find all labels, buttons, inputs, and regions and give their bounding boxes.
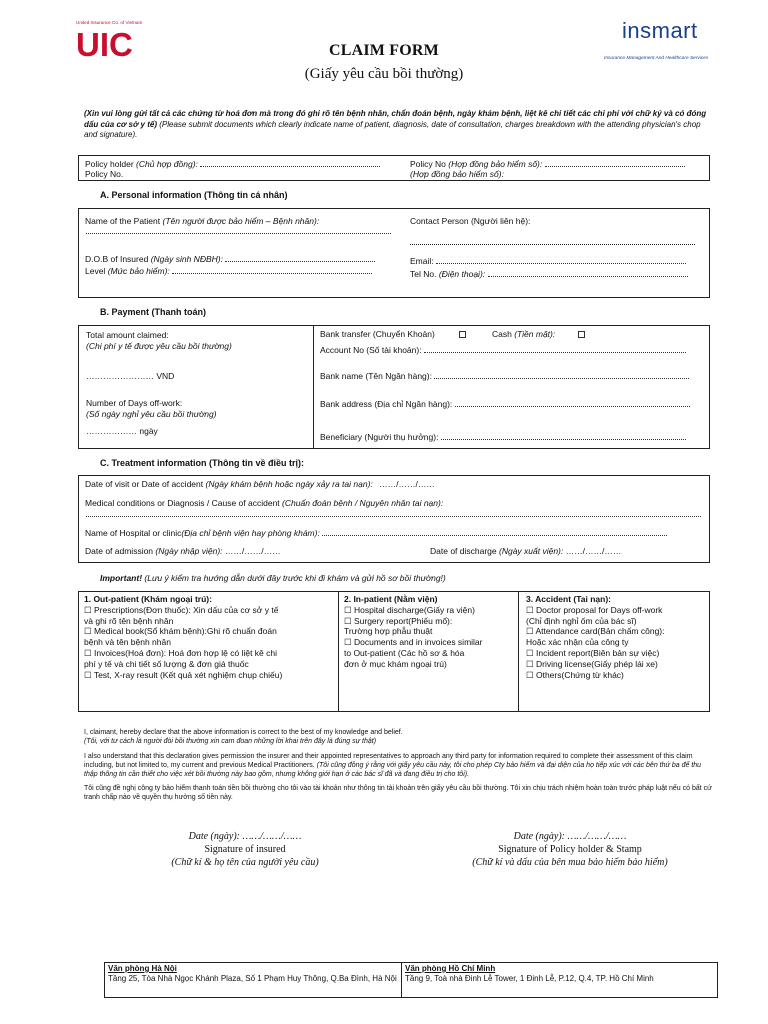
inpatient-item[interactable]: ☐ Documents and in invoices similar <box>344 637 483 648</box>
signature-insured <box>150 830 340 869</box>
admission-date-field[interactable] <box>85 546 281 556</box>
insmart-tagline: Insurance Management And Healthcare Services <box>604 56 709 61</box>
tel-label: Tel No. <box>410 269 437 279</box>
inpatient-item[interactable]: ☐ Surgery report(Phiếu mổ): <box>344 615 453 626</box>
outpatient-item[interactable]: ☐ Invoices(Hoá đơn): Hoá đơn hợp lệ có liệt kê chi <box>84 647 278 658</box>
accident-column <box>526 594 665 680</box>
email-field[interactable] <box>410 256 686 266</box>
checklist-divider-1 <box>338 591 339 712</box>
visit-date-label: Date of visit or Date of accident <box>85 479 204 489</box>
email-blank[interactable] <box>436 263 686 264</box>
bank-address-blank[interactable] <box>455 406 690 407</box>
level-field[interactable] <box>85 266 372 276</box>
declaration-p3: Tôi cũng đề nghị công ty bảo hiểm thanh toán tiền bồi thường cho tôi vào tài khoản như thông tin tài khoản trên giấy yêu cầu bồi thường. Tôi xin chịu trách nhiệm hoàn toàn trước pháp luật nếu có bất cứ tranh chấp nào về quyền thụ hưởng số tiền này. <box>84 785 712 801</box>
signature-holder-label: Signature of Policy holder & Stamp <box>498 844 642 855</box>
cash-option[interactable] <box>492 329 587 339</box>
email-label: Email: <box>410 256 434 266</box>
inpatient-title: 2. In-patient (Nằm viện) <box>344 594 438 604</box>
admission-label: Date of admission <box>85 546 154 556</box>
bank-transfer-label: Bank transfer (Chuyển Khoản) <box>320 329 435 339</box>
footer-hanoi <box>108 964 398 983</box>
bank-name-label: Bank name (Tên Ngân hàng): <box>320 371 432 381</box>
outpatient-item[interactable]: ☐ Test, X-ray result (Kết quả xét nghiệm chụp chiếu) <box>84 669 283 680</box>
bank-transfer-checkbox[interactable] <box>459 331 466 338</box>
patient-name-blank[interactable] <box>86 233 391 234</box>
inpatient-column <box>344 594 482 670</box>
outpatient-item: bệnh và tên bệnh nhân <box>84 637 171 648</box>
policy-holder-vi: (Chủ hợp đồng): <box>136 159 198 169</box>
account-no-field[interactable] <box>320 345 686 355</box>
hospital-blank[interactable] <box>322 535 667 536</box>
accident-item[interactable]: ☐ Doctor proposal for Days off-work <box>526 604 663 615</box>
accident-item: Hoặc xác nhận của công ty <box>526 637 629 648</box>
policy-no-blank[interactable] <box>545 166 685 167</box>
policy-holder-blank[interactable] <box>200 166 380 167</box>
inpatient-item: Trường hợp phẫu thuật <box>344 626 433 637</box>
insmart-logo-text: insmart <box>622 18 698 43</box>
bank-address-label: Bank address (Địa chỉ Ngân hàng): <box>320 399 453 409</box>
total-amount-label: Total amount claimed: <box>86 330 169 340</box>
discharge-blank[interactable]: ……/……/…… <box>565 546 622 556</box>
declaration-p2-vi: (Tôi cũng đồng ý rằng với giấy yêu cầu này, tôi cho phép Cty bảo hiểm và đại diện của họ tiếp xúc với các bên thứ ba để thu thập thông tin cần thiết cho việc xét bồi thường này bao gồm, nhưng không giới hạn ở các bác sĩ đã và đang điều trị cho tôi). <box>84 762 702 778</box>
inpatient-item: to Out-patient (Các hồ sơ & hóa <box>344 647 465 658</box>
bank-transfer-option[interactable] <box>320 329 468 339</box>
footer-hcm-title: Văn phòng Hồ Chí Minh <box>405 964 496 973</box>
admission-vi: (Ngày nhập viện): <box>155 546 223 556</box>
policy-no-vi: (Hợp đồng bảo hiểm số): <box>448 159 543 169</box>
beneficiary-field[interactable] <box>320 432 686 442</box>
discharge-vi: (Ngày xuất viện): <box>499 546 564 556</box>
section-b-divider <box>313 325 314 449</box>
contact-person-line[interactable] <box>410 244 695 245</box>
accident-item[interactable]: ☐ Driving license(Giấy phép lái xe) <box>526 658 658 669</box>
total-amount-vi: (Chi phí y tế được yêu cầu bồi thường) <box>86 341 232 351</box>
policy-no-label: Policy No <box>410 159 446 169</box>
policy-holder-label: Policy holder <box>85 159 134 169</box>
patient-label: Name of the Patient <box>85 216 161 226</box>
uic-logo-text: UIC <box>76 26 133 62</box>
signature-holder <box>450 830 690 869</box>
footer-hanoi-title: Văn phòng Hà Nội <box>108 964 177 973</box>
signature-holder-date[interactable]: Date (ngày): ……/……/…… <box>513 831 627 842</box>
outpatient-title: 1. Out-patient (Khám ngoại trú): <box>84 594 212 604</box>
outpatient-column <box>84 594 282 680</box>
declaration-p1-vi: (Tôi, với tư cách là người đòi bồi thường xin cam đoan những lời khai trên đây là đúng sự thật) <box>84 738 377 745</box>
dob-field[interactable] <box>85 254 375 264</box>
medical-label: Medical conditions or Diagnosis / Cause of accident <box>85 498 280 508</box>
medical-condition-blank[interactable] <box>86 516 701 517</box>
accident-item[interactable]: ☐ Others(Chứng từ khác) <box>526 669 624 680</box>
footer-hanoi-address: Tầng 25, Tòa Nhà Ngọc Khánh Plaza, Số 1 Phạm Huy Thông, Q.Ba Đình, Hà Nội <box>108 973 397 983</box>
tel-blank[interactable] <box>488 276 688 277</box>
declaration-p1-en: I, claimant, hereby declare that the above information is correct to the best of my knowledge and belief. <box>84 729 403 736</box>
beneficiary-label: Beneficiary (Người thụ hưởng): <box>320 432 439 442</box>
accident-title: 3. Accident (Tai nạn): <box>526 594 612 604</box>
tel-vi: (Điện thoại): <box>438 269 486 279</box>
declaration-p2 <box>84 752 712 779</box>
important-note <box>100 573 446 583</box>
dob-vi: (Ngày sinh NĐBH): <box>150 254 223 264</box>
cash-label: Cash <box>492 329 512 339</box>
footer-hcm-address: Tầng 9, Toà nhà Đinh Lễ Tower, 1 Đinh Lễ, P.12, Q.4, TP. Hồ Chí Minh <box>405 973 654 983</box>
outpatient-item: phí y tế và chi tiết số lượng & đơn giá thuốc <box>84 658 249 669</box>
signature-insured-label: Signature of insured <box>204 844 286 855</box>
outpatient-item[interactable]: ☐ Medical book(Sổ khám bệnh):Ghi rõ chuẩn đoán <box>84 626 277 637</box>
days-off-label: Number of Days off-work: <box>86 398 183 408</box>
admission-blank[interactable]: ……/……/…… <box>224 546 281 556</box>
checklist-divider-2 <box>518 591 519 712</box>
declaration-p2-en: I also understand that this declaration gives permission the insurer and their appointed representatives to approach any third party for information required to complete their assessment of this claim including, but not limited to, my current and previous Medical Practitioners. <box>84 753 693 769</box>
beneficiary-blank[interactable] <box>441 439 686 440</box>
hospital-field[interactable] <box>85 528 667 538</box>
level-label: Level <box>85 266 106 276</box>
medical-condition-label <box>85 498 443 508</box>
days-off-vi: (Số ngày nghỉ yêu cầu bồi thường) <box>86 409 217 419</box>
discharge-date-field[interactable] <box>430 546 621 556</box>
visit-date-vi: (Ngày khám bệnh hoặc ngày xảy ra tai nạn): <box>205 479 373 489</box>
visit-date-field[interactable] <box>85 479 435 489</box>
level-vi: (Mức bảo hiểm): <box>107 266 170 276</box>
hospital-label: Name of Hospital or clinic <box>85 528 182 538</box>
account-no-blank[interactable] <box>424 352 686 353</box>
accident-item[interactable]: ☐ Attendance card(Bản chấm công): <box>526 626 665 637</box>
instruction-vi: (Xin vui lòng gửi tất cả các chứng từ hoá đơn mà trong đó ghi rõ tên bệnh nhân, chẩn đoán bệnh, ngày khám bệnh, liệt kê chi tiết các chi phí với chữ ký và có đóng dấu của cơ sở y tế) <box>84 109 707 129</box>
instruction-text <box>84 109 714 141</box>
signature-holder-vi: (Chữ kí và dấu của bên mua bảo hiểm bảo hiểm) <box>472 857 668 868</box>
policy-no-field[interactable] <box>410 159 685 169</box>
section-a-title: A. Personal information (Thông tin cá nhân) <box>100 190 288 200</box>
level-blank[interactable] <box>172 273 372 274</box>
bank-name-blank[interactable] <box>434 378 689 379</box>
dob-label: D.O.B of Insured <box>85 254 149 264</box>
dob-blank[interactable] <box>225 261 375 262</box>
visit-date-blank[interactable]: ……/……/…… <box>379 479 435 489</box>
section-b-title: B. Payment (Thanh toán) <box>100 307 207 317</box>
patient-name-label <box>85 216 319 226</box>
cash-vi: (Tiền mặt): <box>514 329 556 339</box>
days-off-blank[interactable]: ……………… ngày <box>86 426 158 436</box>
contact-person-label: Contact Person (Người liên hệ): <box>410 216 531 226</box>
policy-no-vi2: (Hợp đồng bảo hiểm số): <box>410 169 504 179</box>
footer-divider <box>401 962 402 998</box>
policy-no-left-label: Policy No. <box>85 169 124 179</box>
account-no-label: Account No (Số tài khoản): <box>320 345 422 355</box>
signature-insured-date[interactable]: Date (ngày): ……/……/…… <box>188 831 302 842</box>
footer-hcm <box>405 964 715 983</box>
patient-vi: (Tên người được bảo hiểm – Bệnh nhân): <box>162 216 320 226</box>
declaration-block <box>84 728 712 802</box>
bank-address-field[interactable] <box>320 399 690 409</box>
discharge-label: Date of discharge <box>430 546 497 556</box>
inpatient-item: đơn ở mục khám ngoại trú) <box>344 658 447 669</box>
instruction-en: (Please submit documents which clearly indicate name of patient, diagnosis, date of consultation, charges breakdown with the attending physician's chop and signature). <box>84 119 701 139</box>
important-label: Important! <box>100 573 143 583</box>
tel-field[interactable] <box>410 269 688 279</box>
form-subtitle: (Giấy yêu cầu bồi thường) <box>304 66 464 82</box>
policy-holder-field[interactable] <box>85 159 380 169</box>
accident-item: (Chỉ định nghỉ ốm của bác sĩ) <box>526 615 637 626</box>
outpatient-item: và ghi rõ tên bệnh nhân <box>84 615 174 626</box>
inpatient-item[interactable]: ☐ Hospital discharge(Giấy ra viện) <box>344 604 475 615</box>
uic-tagline: United Insurance Co. of Vietnam <box>76 20 143 25</box>
outpatient-item[interactable]: ☐ Prescriptions(Đơn thuốc): Xin dấu của cơ sở y tế <box>84 604 279 615</box>
form-title: CLAIM FORM <box>329 42 439 59</box>
bank-name-field[interactable] <box>320 371 689 381</box>
hospital-vi: (Địa chỉ bệnh viện hay phòng khám): <box>181 528 320 538</box>
medical-vi: (Chuẩn đoán bệnh / Nguyên nhân tai nạn): <box>282 498 444 508</box>
accident-item[interactable]: ☐ Incident report(Biên bản sự việc) <box>526 647 660 658</box>
cash-checkbox[interactable] <box>578 331 585 338</box>
signature-insured-vi: (Chữ kí & họ tên của người yêu cầu) <box>171 857 319 868</box>
total-amount-vnd[interactable]: …………………… VND <box>86 371 175 381</box>
important-text: (Lưu ý kiểm tra hướng dẫn dưới đây trước khi đi khám và gửi hồ sơ bồi thường!) <box>144 573 446 583</box>
section-c-title: C. Treatment information (Thông tin về điều trị): <box>100 458 304 468</box>
